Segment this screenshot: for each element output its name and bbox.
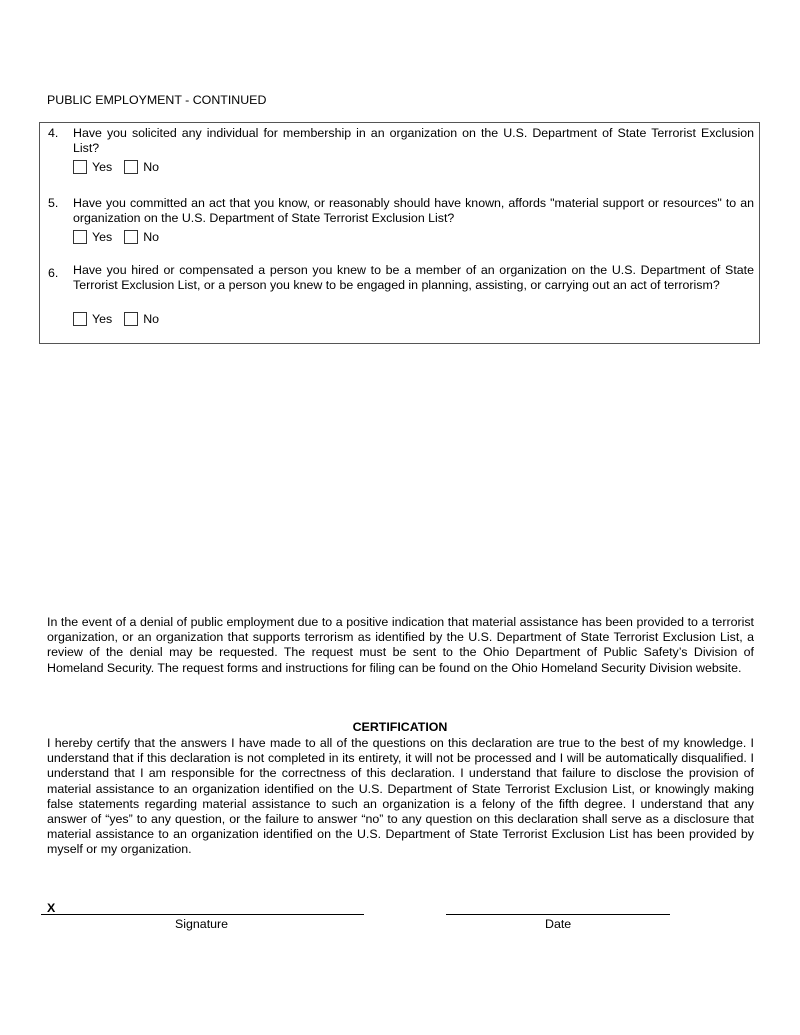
- no-checkbox[interactable]: [124, 160, 138, 174]
- answer-options: [73, 230, 171, 244]
- question-text: Have you committed an act that you know, or reasonably should have known, affords "material support or resources" to an organization on the U.S. Department of State Terrorist Exclusion List?: [73, 196, 754, 226]
- no-checkbox[interactable]: [124, 230, 138, 244]
- no-label: No: [143, 312, 160, 326]
- answer-options: [73, 160, 171, 174]
- section-title: PUBLIC EMPLOYMENT - CONTINUED: [47, 93, 267, 107]
- yes-checkbox[interactable]: [73, 312, 87, 326]
- yes-checkbox[interactable]: [73, 160, 87, 174]
- yes-label: Yes: [92, 312, 113, 326]
- signature-line[interactable]: [41, 914, 364, 915]
- yes-label: Yes: [92, 230, 113, 244]
- question-number: 5.: [48, 196, 59, 210]
- question-number: 6.: [48, 266, 59, 280]
- yes-checkbox[interactable]: [73, 230, 87, 244]
- no-label: No: [143, 230, 160, 244]
- certification-text: I hereby certify that the answers I have made to all of the questions on this declaration are true to the best of my knowledge. I understand that if this declaration is not completed in its entirety, it will not be processed and I will be automatically disqualified. I understand that I am responsible for the correctness of this declaration. I understand that failure to disclose the provision of material assistance to an organization identified on the U.S. Department of State Terrorist Exclusion List, or knowingly making false statements regarding material assistance to such an organization is a felony of the fifth degree. I understand that any answer of “yes” to any question, or the failure to answer “no” to any question on this declaration shall serve as a disclosure that material assistance to an organization identified on the U.S. Department of State Terrorist Exclusion List has been provided by myself or my organization.: [47, 736, 754, 857]
- yes-label: Yes: [92, 160, 113, 174]
- question-text: Have you solicited any individual for membership in an organization on the U.S. Department of State Terrorist Exclusion List?: [73, 126, 754, 156]
- date-line[interactable]: [446, 914, 670, 915]
- signature-x-mark: X: [47, 901, 56, 915]
- question-text: Have you hired or compensated a person you knew to be a member of an organization on the U.S. Department of State Terrorist Exclusion List, or a person you knew to be engaged in planning, assisting, or carrying out an act of terrorism?: [73, 263, 754, 293]
- date-label: Date: [545, 917, 572, 931]
- answer-options: [73, 312, 171, 326]
- questions-box: [39, 122, 760, 344]
- question-number: 4.: [48, 126, 59, 140]
- no-checkbox[interactable]: [124, 312, 138, 326]
- no-label: No: [143, 160, 160, 174]
- denial-paragraph: In the event of a denial of public employment due to a positive indication that material assistance has been provided to a terrorist organization, or an organization that supports terrorism as identified by the U.S. Department of State Terrorist Exclusion List, a review of the denial may be requested. The request must be sent to the Ohio Department of Public Safety’s Division of Homeland Security. The request forms and instructions for filing can be found on the Ohio Homeland Security Division website.: [47, 615, 754, 675]
- signature-label: Signature: [175, 917, 229, 931]
- certification-heading: CERTIFICATION: [352, 720, 448, 734]
